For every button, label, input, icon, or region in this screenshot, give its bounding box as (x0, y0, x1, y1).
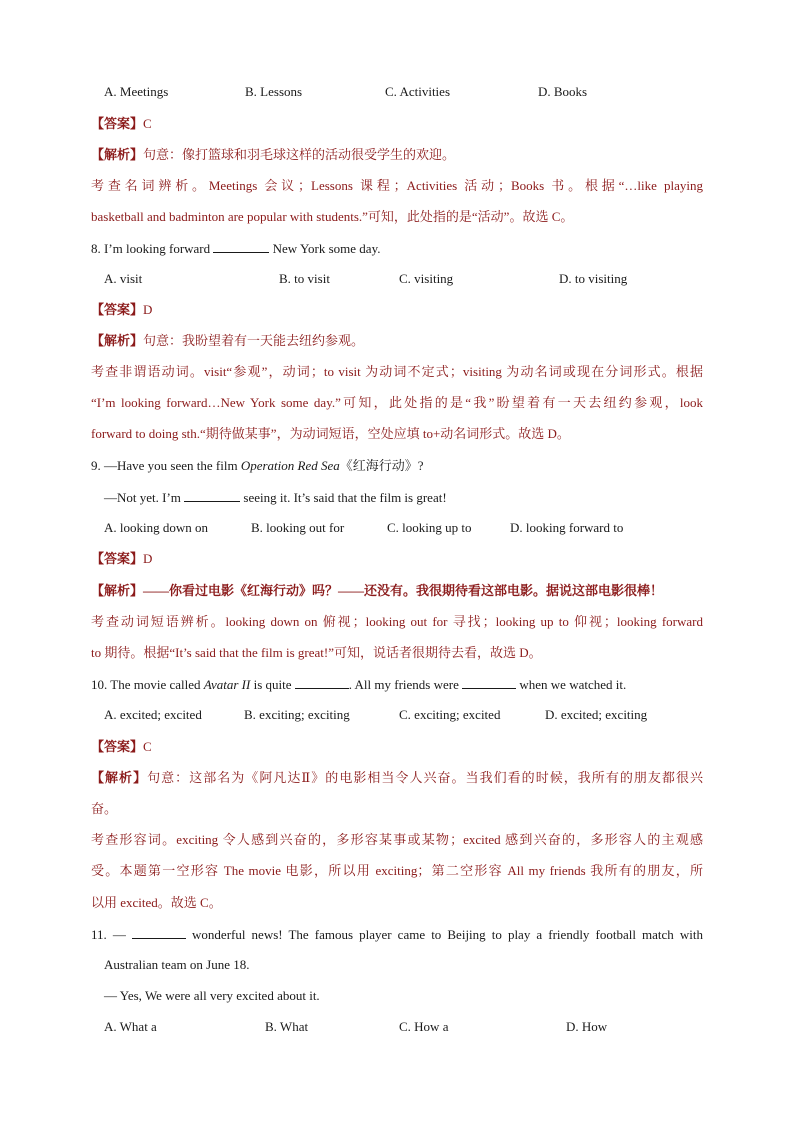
q8-option-b: B. to visit (279, 271, 330, 286)
q10-analysis-line1b: 奋。 (91, 801, 118, 816)
q7-analysis-line2: 考查名词辨析。Meetings 会议；Lessons 课程；Activities 活动；Books 书。根据“…like playing (91, 178, 703, 193)
answer-value: C (143, 116, 152, 131)
analysis-meaning: ——你看过电影《红海行动》吗？——还没有。我很期待看这部电影。据说这部电影很棒！ (143, 583, 664, 598)
q11-option-b: B. What (265, 1019, 309, 1034)
q10-analysis-line3: 受。本题第一空形容 The movie 电影，所以用 exciting；第二空形容 All my friends 我所有的朋友，所 (91, 863, 703, 878)
q8-analysis-line2: 考查非谓语动词。visit“参观”，动词；to visit 为动词不定式；visiting 为动名词或现在分词形式。根据 (91, 364, 703, 379)
q8-stem-pre: 8. I’m looking forward (91, 241, 211, 256)
analysis-label: 【解析】 (91, 333, 144, 348)
analysis-label: 【解析】 (91, 583, 144, 598)
q8-option-c: C. visiting (399, 271, 454, 286)
q9-option-c: C. looking up to (387, 520, 472, 535)
q9-stem2-pre: —Not yet. I’m (104, 490, 181, 505)
q9-film-title: Operation Red Sea (240, 458, 340, 473)
q8-stem (91, 240, 703, 257)
q9-option-a: A. looking down on (104, 520, 208, 535)
q8-analysis-line3: “I’m looking forward…New York some day.”可知，此处指的是“我”盼望着有一天去纽约参观，look (91, 395, 703, 410)
q10-analysis-line4: 以用 excited。故选 C。 (91, 895, 222, 910)
analysis-meaning: 句意：这部名为《阿凡达Ⅱ》的电影相当令人兴奋。当我们看的时候，我所有的朋友都很兴 (147, 770, 703, 785)
q8-blank (213, 240, 269, 253)
answer-label: 【答案】 (91, 551, 144, 566)
q8-option-a: A. visit (104, 271, 143, 286)
answer-label: 【答案】 (91, 116, 144, 131)
q11-stem-line2: Australian team on June 18. (104, 957, 250, 972)
q8-option-d: D. to visiting (559, 271, 628, 286)
q7-analysis (91, 147, 703, 163)
q10-option-d: D. excited; exciting (545, 707, 648, 722)
q10-option-b: B. exciting; exciting (244, 707, 350, 722)
q10-analysis-line2: 考查形容词。exciting 令人感到兴奋的，多形容某事或某物；excited 感到兴奋的，多形容人的主观感 (91, 832, 703, 847)
answer-value: D (143, 551, 153, 566)
answer-label: 【答案】 (91, 302, 144, 317)
q8-analysis-line4: forward to doing sth.“期待做某事”，为动词短语，空处应填 to+动名词形式。故选 D。 (91, 426, 570, 441)
q9-analysis-line3: to 期待。根据“It’s said that the film is great!”可知，说话者很期待去看，故选 D。 (91, 645, 542, 660)
q10-option-c: C. exciting; excited (399, 707, 501, 722)
q11-option-d: D. How (566, 1019, 608, 1034)
q9-analysis-line2: 考查动词短语辨析。looking down on 俯视；looking out for 寻找；looking up to 仰视；looking forward (91, 614, 703, 629)
q9-stem (91, 458, 703, 474)
q11-blank (132, 926, 186, 939)
q11-stem-post: wonderful news! The famous player came to Beijing to play a friendly football match with (192, 927, 703, 942)
q7-answer (91, 116, 703, 132)
q10-answer (91, 739, 703, 755)
q7-analysis-line3: basketball and badminton are popular with students.”可知，此处指的是“活动”。故选 C。 (91, 209, 574, 224)
q9-stem2-post: seeing it. It’s said that the film is great! (243, 490, 447, 505)
q9-option-b: B. looking out for (251, 520, 345, 535)
q11-option-a: A. What a (104, 1019, 157, 1034)
q11-stem-pre: 11. — (91, 927, 126, 942)
q10-film-title: Avatar II (203, 677, 251, 692)
q10-analysis (91, 770, 703, 786)
answer-label: 【答案】 (91, 739, 144, 754)
q7-option-b: B. Lessons (245, 84, 303, 99)
analysis-meaning: 句意：像打篮球和羽毛球这样的活动很受学生的欢迎。 (143, 147, 456, 162)
q7-option-a: A. Meetings (104, 84, 169, 99)
q7-option-d: D. Books (538, 84, 588, 99)
q10-option-a: A. excited; excited (104, 707, 202, 722)
q10-stem-pre: 10. The movie called (91, 677, 204, 692)
q10-stem-mid: is quite (250, 677, 292, 692)
q8-answer (91, 302, 703, 318)
q9-option-d: D. looking forward to (510, 520, 624, 535)
analysis-meaning: 句意：我盼望着有一天能去纽约参观。 (143, 333, 365, 348)
q11-stem (91, 926, 703, 943)
answer-value: D (143, 302, 153, 317)
analysis-label: 【解析】 (91, 147, 144, 162)
q8-analysis (91, 333, 703, 349)
q10-stem-post: when we watched it. (519, 677, 627, 692)
q7-option-c: C. Activities (385, 84, 450, 99)
q10-blank-1 (295, 676, 349, 689)
q9-stem2 (104, 489, 716, 506)
q9-stem-post: 《红海行动》? (339, 458, 424, 473)
q11-stem2: — Yes, We were all very excited about it. (104, 988, 320, 1003)
q9-blank (184, 489, 240, 502)
q11-option-c: C. How a (399, 1019, 449, 1034)
q10-stem-mid2: . All my friends were (348, 677, 459, 692)
q9-analysis (91, 583, 703, 599)
q8-stem-post: New York some day. (272, 241, 381, 256)
answer-value: C (143, 739, 152, 754)
q9-stem-pre: 9. —Have you seen the film (91, 458, 241, 473)
analysis-label: 【解析】 (91, 770, 148, 785)
q10-stem (91, 676, 703, 693)
q9-answer (91, 551, 703, 567)
q10-blank-2 (462, 676, 516, 689)
